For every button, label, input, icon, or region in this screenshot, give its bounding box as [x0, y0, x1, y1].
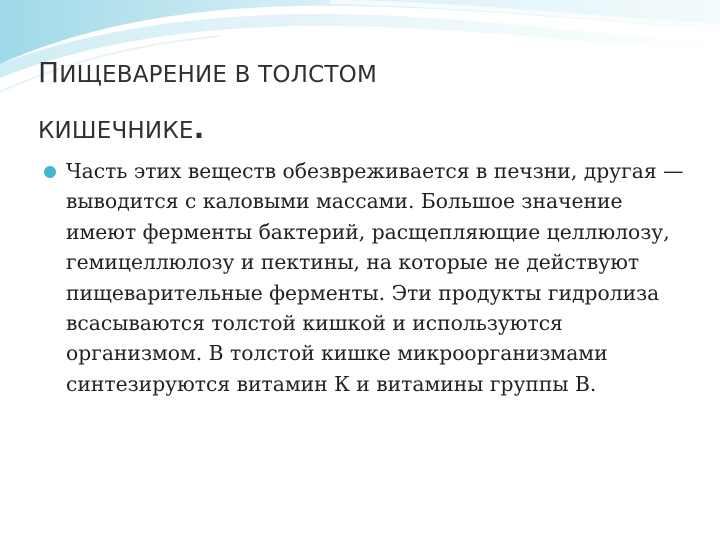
title-line-2 [38, 102, 678, 158]
title-line-2-text: КИШЕЧНИКЕ [38, 118, 194, 144]
slide-title [38, 46, 678, 158]
title-line-1 [38, 46, 678, 102]
title-initial-letter: П [38, 56, 60, 89]
bullet-item [42, 156, 682, 399]
title-period: . [193, 112, 205, 145]
bullet-text: Часть этих веществ обезвреживается в печзни, другая — выводится с каловыми массами. Большое значение имеют ферменты бактерий, расщепляющие целлюлозу, гемицеллюлозу и пектины, на которые не действуют пищеварительные ферменты. Эти продукты гидролиза всасываются толстой кишкой и используются организмом. В толстой кишке микроорганизмами синтезируются витамин К и витамины группы В. [66, 159, 684, 396]
slide-content [42, 156, 682, 399]
bullet-dot-icon [44, 166, 56, 178]
title-line-1-text: ИЩЕВАРЕНИЕ В ТОЛСТОМ [59, 62, 378, 88]
